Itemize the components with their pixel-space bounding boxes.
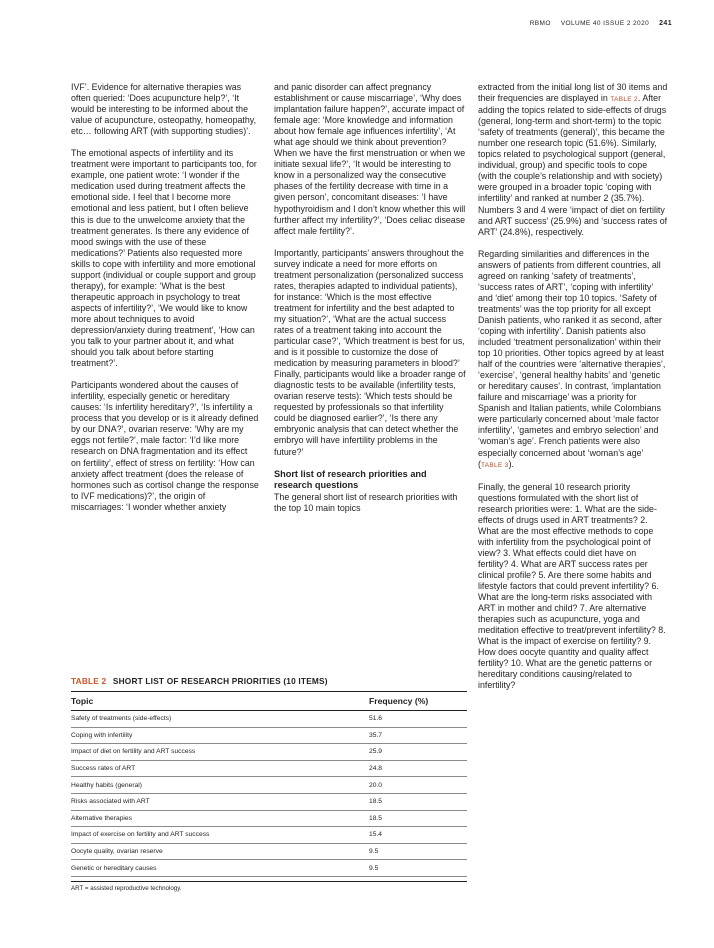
volume-issue: VOLUME 40 ISSUE 2 2020 xyxy=(560,20,650,27)
topic-cell: Safety of treatments (side-effects) xyxy=(71,715,172,723)
topic-cell: Impact of diet on fertility and ART success xyxy=(71,748,196,756)
paragraph-text: extracted from the initial long list of 30 items and their frequencies are displayed in xyxy=(478,82,668,104)
text-column-1 xyxy=(71,82,259,524)
frequency-cell: 24.8 xyxy=(369,765,383,773)
topic-cell: Impact of exercise on fertility and ART success xyxy=(71,831,210,839)
table-row xyxy=(71,794,467,811)
table-row xyxy=(71,777,467,794)
paragraph: The general short list of research priorities with the top 10 main topics xyxy=(274,491,458,513)
text-column-2 xyxy=(274,82,466,525)
table-row xyxy=(71,728,467,745)
frequency-cell: 20.0 xyxy=(369,781,383,789)
frequency-cell: 35.7 xyxy=(369,731,383,739)
section-heading: Short list of research priorities and research questions xyxy=(274,468,427,491)
table-header-row xyxy=(71,692,467,711)
paragraph-text: Regarding similarities and differences in the answers of patients from different countries, all agreed on ranking ‘safety of treatments’, ‘success rates of ART’, ‘coping with infertility’ and ‘diet’ among their top 10 topics. ‘Safety of treatments’ was the top priority for all except Danish patients, who ranked it as second, after ‘coping with infertility’. Danish patients also included ‘treatment personalization’ within their top 10 priorities. Other topics agreed by at least half of the countries were ‘alternative therapies’, ‘exercise’, ‘general healthy habits’ and ‘genetic or hereditary causes’. In contrast, ‘implantation failure and miscarriage’ was a priority for Spanish and Italian patients, while Colombians were particularly concerned about ‘male factor infertility’, ‘gametes and embryo selection’ and ‘woman’s age’. French patients were also especially concerned about ‘woman’s age’ ( xyxy=(478,248,666,469)
column-header-frequency: Frequency (%) xyxy=(369,696,429,706)
paragraph xyxy=(478,82,668,238)
frequency-cell: 18.5 xyxy=(369,814,383,822)
table-row xyxy=(71,744,467,761)
table-row xyxy=(71,711,467,728)
paragraph: Importantly, participants’ answers throughout the survey indicate a need for more efforts on treatment personalization (personalized success rates, therapies adapted to individual patients), for instance: ‘Which is the most effective treatment for infertility and the best adapted to my situation?’, ‘What are the actual success rates of a treatment taking into account the particular case?’, ‘Which treatment is best for us, and is it possible to customize the dose of medication by measuring parameters in blood?’ Finally, participants would like a broader range of diagnostic tests to be available (infertility tests, ovarian reserve tests): ‘Which tests should be requested by professionals so that infertility could be diagnosed earlier?’, ‘Is there any embryonic analysis that can detect whether the embryo will have infertility problems in the future?’ xyxy=(274,247,466,457)
frequency-cell: 18.5 xyxy=(369,798,383,806)
table-title: SHORT LIST OF RESEARCH PRIORITIES (10 ITEMS) xyxy=(112,676,328,686)
table-row xyxy=(71,827,467,844)
paragraph: The emotional aspects of infertility and its treatment were important to participants too, for example, one patient wrote: ‘I wonder if the medication used during treatment affects the emotional side. I feel that I become more emotional and less patient, but I often believe this is due to the unwelcome anxiety that the treatment generates. Is there any evidence of mood swings with the use of these medications?’ Patients also requested more skills to cope with infertility and more emotional support (individual or couple support and group therapy), for example: ‘What is the best therapeutic approach in psychology to treat aspects of infertility?’, ‘We would like to know more about techniques to avoid depression/anxiety during treatment’, ‘How can you talk to your partner about it, and what should you talk about before starting treatment?’. xyxy=(71,148,257,369)
paragraph-text: ). xyxy=(508,458,514,469)
paragraph: Finally, the general 10 research priority questions formulated with the short list of research priorities were: 1. What are the side-effects of drugs used in ART treatments? 2. What are the most effective methods to cope with infertility from the psychological point of view? 3. What effects could diet have on fertility? 4. What are ART success rates per clinical profile? 5. Are there some habits and lifestyle factors that could prevent infertility? 6. What are the long-term risks associated with ART in mother and child? 7. Are alternative therapies such as acupuncture, yoga and meditation effective to treat/prevent infertility? 8. What is the impact of exercise on fertility? 9. How does oocyte quantity and quality affect fertility? 10. What are the genetic patterns or hereditary conditions causing/related to infertility? xyxy=(478,481,666,691)
frequency-cell: 15.4 xyxy=(369,831,383,839)
paragraph: IVF’. Evidence for alternative therapies was often queried: ‘Does acupuncture help?’, ‘It would be interesting to be informed about the value of acupuncture, osteopathy, homeopathy, etc… following ART (with supporting studies)’. xyxy=(71,82,257,137)
page-number: 241 xyxy=(659,20,672,27)
topic-cell: Healthy habits (general) xyxy=(71,781,142,789)
topic-cell: Coping with infertility xyxy=(71,731,133,739)
topic-cell: Success rates of ART xyxy=(71,765,136,773)
topic-cell: Risks associated with ART xyxy=(71,798,150,806)
paragraph: and panic disorder can affect pregnancy establishment or cause miscarriage’, ‘Why does implantation failure happen?’, accurate impact of female age: ‘More knowledge and information about how female age influences infertility’, ‘At what age should we think about prevention? When we have the first menstruation or when we initiate sexual life?’, ‘It would be interesting to know in a personalized way the consecutive phases of the fertility decrease with time in a given person’, concomitant diseases: ‘I have hypothyroidism and I don’t know whether this will further affect my infertility?’, ‘Does celiac disease affect male fertility?’. xyxy=(274,82,466,236)
table-row xyxy=(71,761,467,778)
paragraph xyxy=(478,249,668,471)
text-column-3 xyxy=(478,82,668,702)
table-footnote: ART = assisted reproductive technology. xyxy=(71,881,467,892)
column-header-topic: Topic xyxy=(71,696,94,706)
paragraph-text: . After adding the topics related to side-effects of drugs (general, long-term and short-term) to the topic ‘safety of treatments (general)’, this became the number one research topic (51.6%). Similarly, topics related to psychological support (general, individual, group) and specific tools to cope (with the couple’s relationship and with society) were grouped in a broader topic ‘coping with infertility’ and ranked at number 2 (35.7%). Numbers 3 and 4 were ‘impact of diet on fertility and ART success’ (25.9%) and ‘success rates of ART’ (24.8%), respectively. xyxy=(478,93,668,237)
table-2 xyxy=(71,676,467,892)
journal-name: RBMO xyxy=(529,20,551,27)
table-row xyxy=(71,860,467,877)
frequency-cell: 9.5 xyxy=(369,848,379,856)
topic-cell: Genetic or hereditary causes xyxy=(71,864,157,872)
table-row xyxy=(71,844,467,861)
running-header xyxy=(530,20,672,27)
table-reference-link[interactable]: TABLE 3 xyxy=(480,461,509,469)
frequency-cell: 51.6 xyxy=(369,715,383,723)
table-reference-link[interactable]: TABLE 2 xyxy=(610,96,638,104)
topic-cell: Oocyte quality, ovarian reserve xyxy=(71,848,163,856)
table-number: TABLE 2 xyxy=(71,676,107,686)
table-caption xyxy=(71,676,467,692)
frequency-cell: 25.9 xyxy=(369,748,383,756)
frequency-cell: 9.5 xyxy=(369,864,379,872)
table-row xyxy=(71,811,467,828)
paragraph: Participants wondered about the causes of infertility, especially genetic or hereditary causes: ‘Is infertility hereditary?’, ‘Is infertility a process that you develop or is it already defined by our DNA?’, ovarian reserve: ‘Why are my eggs not fertile?’, male factor: ‘I’d like more research on DNA fragmentation and its effect on fertility’, effect of stress on fertility: ‘How can anxiety affect treatment (does the release of hormones such as cortisol change the response to IVF medications)?’, the origin of miscarriages: ‘I wonder whether anxiety xyxy=(71,380,259,512)
topic-cell: Alternative therapies xyxy=(71,814,132,822)
